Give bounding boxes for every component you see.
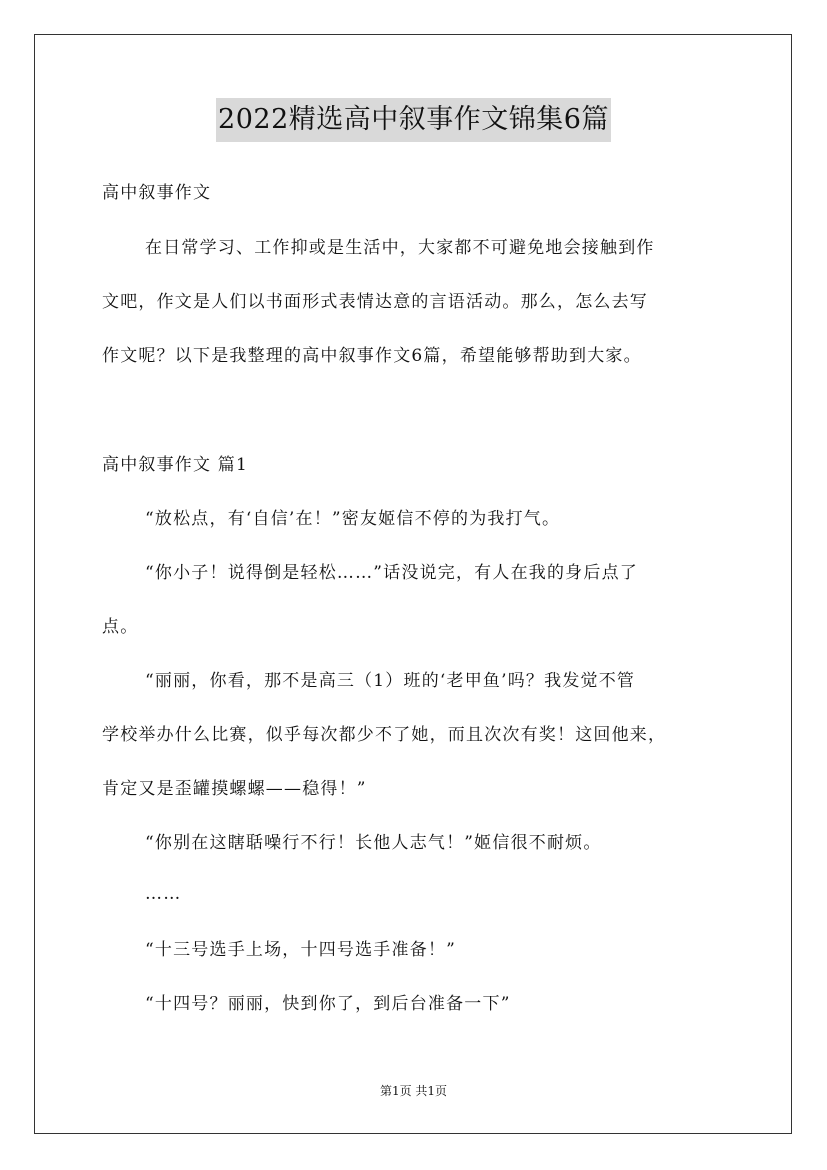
body-line-1: “放松点，有‘自信’在！”密友姬信不停的为我打气。 bbox=[145, 509, 561, 529]
body-line-10: “十四号？丽丽，快到你了，到后台准备一下” bbox=[145, 994, 511, 1014]
title-container bbox=[0, 98, 827, 142]
body-line-2: “你小子！说得倒是轻松……”话没说完，有人在我的身后点了 bbox=[145, 563, 638, 583]
section-heading: 高中叙事作文 bbox=[102, 183, 212, 203]
body-line-6: 肯定又是歪罐摸螺螺——稳得！” bbox=[102, 779, 367, 799]
page-footer: 第1页 共1页 bbox=[379, 1084, 448, 1098]
body-line-5: 学校举办什么比赛，似乎每次都少不了她，而且次次有奖！这回他来， bbox=[102, 725, 667, 745]
body-line-7: “你别在这瞎聒噪行不行！长他人志气！”姬信很不耐烦。 bbox=[145, 833, 602, 853]
article-heading: 高中叙事作文 篇1 bbox=[102, 455, 249, 475]
body-line-8: …… bbox=[145, 884, 182, 904]
body-line-9: “十三号选手上场，十四号选手准备！” bbox=[145, 940, 456, 960]
intro-line-3: 作文呢？以下是我整理的高中叙事作文6篇，希望能够帮助到大家。 bbox=[102, 346, 642, 366]
body-line-4: “丽丽，你看，那不是高三（1）班的‘老甲鱼’吗？我发觉不管 bbox=[145, 671, 636, 691]
intro-line-2: 文吧，作文是人们以书面形式表情达意的言语活动。那么，怎么去写 bbox=[102, 292, 648, 312]
body-line-3: 点。 bbox=[102, 617, 139, 637]
document-title: 2022精选高中叙事作文锦集6篇 bbox=[216, 98, 611, 142]
intro-line-1: 在日常学习、工作抑或是生活中，大家都不可避免地会接触到作 bbox=[145, 238, 655, 258]
